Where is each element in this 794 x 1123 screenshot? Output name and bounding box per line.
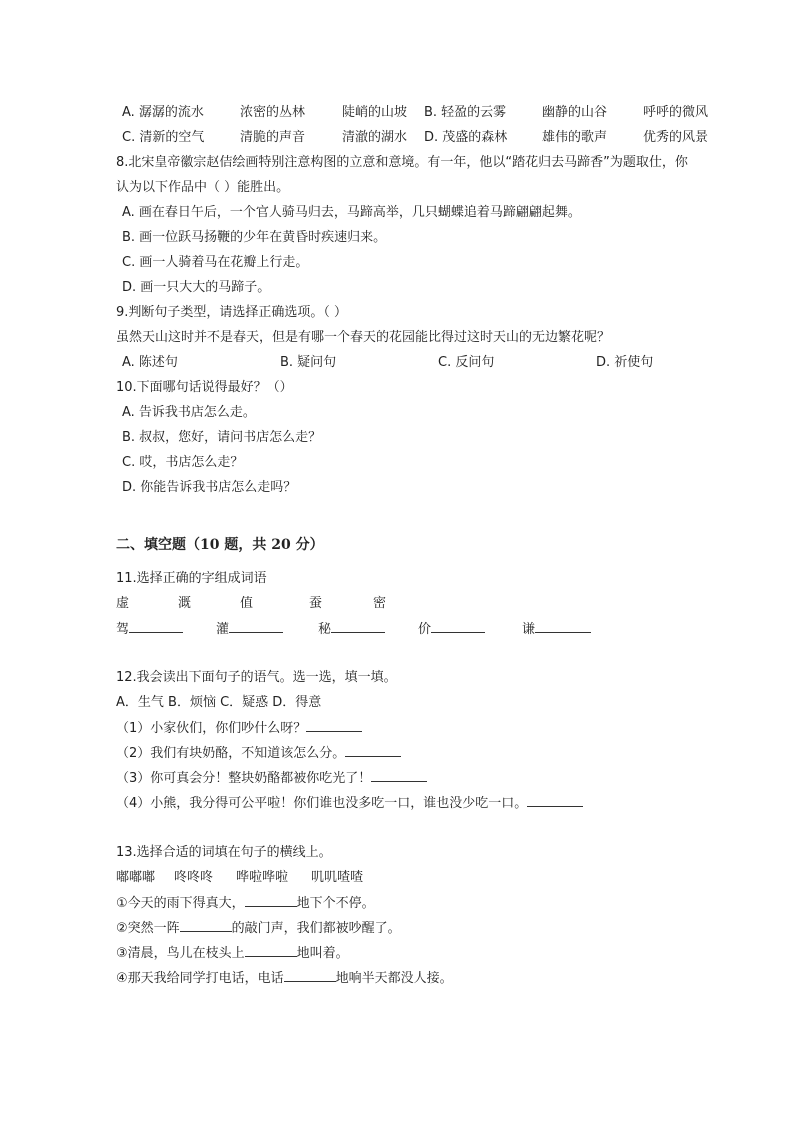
q12-blank-1[interactable]: [306, 719, 362, 732]
q11-stem: 11.选择正确的字组成词语: [116, 571, 267, 586]
q11-char-2: 溉: [178, 596, 192, 611]
q13-s4-before: ④那天我给同学打电话，电话: [116, 971, 284, 986]
q13-sentence-3: [116, 944, 349, 963]
q13-sentence-1: [116, 894, 375, 913]
q12-blank-4[interactable]: [527, 794, 583, 807]
q13-sentence-2: [116, 919, 401, 938]
q12-choices: A．生气 B．烦恼 C．疑惑 D．得意: [116, 695, 322, 710]
q12-item-2-text: （2）我们有块奶酪，不知道该怎么分。: [116, 746, 346, 761]
section-2-heading: 二、填空题（10 题，共 20 分）: [116, 537, 324, 553]
q8-stem-line2: 认为以下作品中（ ）能胜出。: [116, 180, 290, 195]
q9-stem: 9.判断句子类型，请选择正确选项。（ ）: [116, 305, 348, 320]
q7-option-c-word2: 清脆的声音: [240, 130, 306, 145]
q13-s4-after: 地响半天都没人接。: [335, 971, 453, 986]
q13-blank-2[interactable]: [180, 919, 232, 932]
q10-stem: 10.下面哪句话说得最好？（）: [116, 380, 293, 395]
q9-option-d: D. 祈使句: [596, 355, 654, 370]
q13-s2-before: ②突然一阵: [116, 921, 180, 936]
q11-blank-1[interactable]: [129, 620, 183, 633]
q12-blank-2[interactable]: [345, 744, 401, 757]
q10-option-a: A. 告诉我书店怎么走。: [122, 405, 256, 420]
q8-stem-line1: 8.北宋皇帝徽宗赵佶绘画特别注意构图的立意和意境。有一年，他以“踏花归去马蹄香”为题取仕，你: [116, 155, 688, 170]
q7-option-c: C. 清新的空气: [122, 130, 205, 145]
q12-item-2: [116, 744, 401, 763]
q13-s3-before: ③清晨，鸟儿在枝头上: [116, 946, 245, 961]
q11-blank-4[interactable]: [431, 620, 485, 633]
q12-stem: 12.我会读出下面句子的语气。选一选，填一填。: [116, 670, 397, 685]
q7-option-b-word3: 呼呼的微风: [643, 105, 709, 120]
q11-item-1: [116, 620, 183, 639]
q11-item-3-char: 秘: [318, 622, 332, 637]
q12-item-4: [116, 794, 583, 813]
q7-option-a: A. 潺潺的流水: [122, 105, 204, 120]
q11-item-3: [318, 620, 385, 639]
q13-s1-before: ①今天的雨下得真大，: [116, 896, 245, 911]
q8-option-a: A. 画在春日午后，一个官人骑马归去，马蹄高举，几只蝴蝶追着马蹄翩翩起舞。: [122, 205, 581, 220]
q11-item-2-char: 灌: [216, 622, 230, 637]
q12-item-1: [116, 719, 362, 738]
q12-item-1-text: （1）小家伙们，你们吵什么呀？: [116, 721, 307, 736]
q7-option-c-word3: 清澈的湖水: [342, 130, 408, 145]
q13-word-1: 嘟嘟嘟: [116, 870, 156, 885]
q13-stem: 13.选择合适的词填在句子的横线上。: [116, 845, 332, 860]
q11-blank-2[interactable]: [229, 620, 283, 633]
q11-item-5: [522, 620, 591, 639]
q13-sentence-4: [116, 969, 453, 988]
q11-item-5-char: 谦: [522, 622, 536, 637]
q12-item-4-text: （4）小熊，我分得可公平啦！你们谁也没多吃一口，谁也没少吃一口。: [116, 796, 528, 811]
q11-blank-3[interactable]: [331, 620, 385, 633]
q9-option-a: A. 陈述句: [122, 355, 178, 370]
q11-item-4-char: 价: [418, 622, 432, 637]
q12-blank-3[interactable]: [371, 769, 427, 782]
q13-blank-4[interactable]: [284, 969, 336, 982]
q13-s3-after: 地叫着。: [296, 946, 349, 961]
q11-blank-5[interactable]: [535, 620, 591, 633]
q8-option-b: B. 画一位跃马扬鞭的少年在黄昏时疾速归来。: [122, 230, 387, 245]
q11-item-2: [216, 620, 283, 639]
q9-sentence: 虽然天山这时并不是春天，但是有哪一个春天的花园能比得过这时天山的无边繁花呢？: [116, 330, 611, 345]
q13-s1-after: 地下个不停。: [296, 896, 375, 911]
q11-char-4: 蚕: [309, 596, 323, 611]
q9-option-c: C. 反问句: [438, 355, 495, 370]
q11-char-3: 值: [240, 596, 254, 611]
q7-option-d-word2: 雄伟的歌声: [542, 130, 608, 145]
q9-option-b: B. 疑问句: [280, 355, 337, 370]
q10-option-d: D. 你能告诉我书店怎么走吗？: [122, 480, 297, 495]
q11-char-5: 密: [373, 596, 387, 611]
q8-option-d: D. 画一只大大的马蹄子。: [122, 280, 271, 295]
q7-option-b: B. 轻盈的云雾: [424, 105, 507, 120]
q7-option-d: D. 茂盛的森林: [424, 130, 508, 145]
q10-option-b: B. 叔叔，您好，请问书店怎么走？: [122, 430, 322, 445]
q7-option-a-word3: 陡峭的山坡: [342, 105, 408, 120]
q7-option-d-word3: 优秀的风景: [643, 130, 709, 145]
q13-word-4: 叽叽喳喳: [311, 870, 364, 885]
q13-blank-3[interactable]: [245, 944, 297, 957]
q10-option-c: C. 哎，书店怎么走？: [122, 455, 244, 470]
q7-option-a-word2: 浓密的丛林: [240, 105, 306, 120]
q13-s2-after: 的敲门声，我们都被吵醒了。: [231, 921, 401, 936]
q12-item-3: [116, 769, 427, 788]
q13-word-2: 咚咚咚: [174, 870, 214, 885]
q8-option-c: C. 画一人骑着马在花瓣上行走。: [122, 255, 309, 270]
q13-word-3: 哗啦哗啦: [236, 870, 289, 885]
q7-option-b-word2: 幽静的山谷: [542, 105, 608, 120]
q13-blank-1[interactable]: [245, 894, 297, 907]
q11-item-1-char: 驾: [116, 622, 130, 637]
q11-char-1: 虚: [116, 596, 130, 611]
q11-item-4: [418, 620, 485, 639]
q12-item-3-text: （3）你可真会分！整块奶酪都被你吃光了！: [116, 771, 372, 786]
